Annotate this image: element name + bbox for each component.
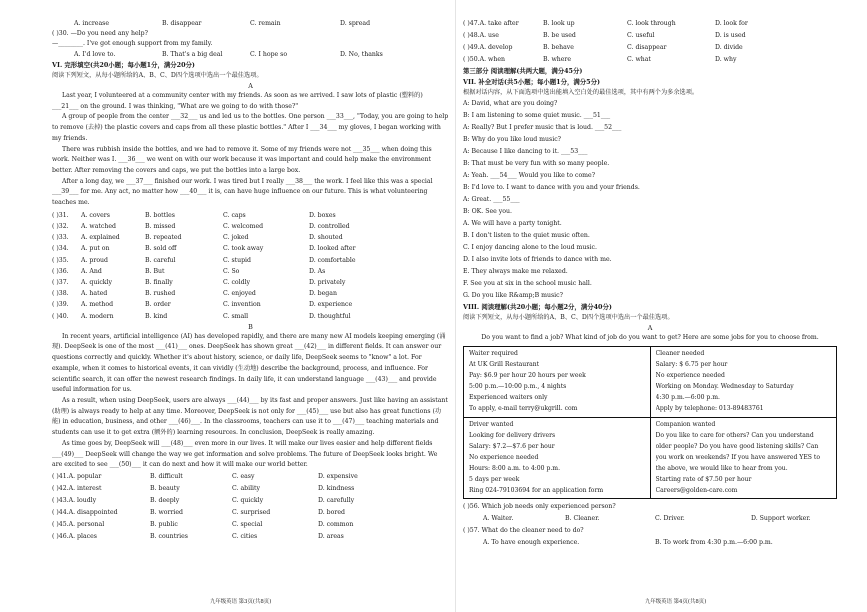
passage-paragraph: Last year, I volunteered at a community center with my friends. As soon as we arrived. I saw lots of plastic (塑料的) ___21___ on the ground. I was thinking, "What are we going to do with those?"	[52, 92, 423, 110]
q56-options: A. Waiter. B. Cleaner. C. Driver. D. Support worker.	[483, 515, 811, 523]
section-instruction: 阅读下列短文，从每小题所给的A、B、C、D四个选项中选出一个最佳选项。	[463, 314, 674, 321]
dialogue-options	[463, 218, 837, 302]
dialogue-option: G. Do you like R&amp;B music?	[463, 292, 563, 299]
option-row: ( )37. A. quickly B. finally C. coldly D. privately	[52, 278, 346, 286]
option-row: ( )46.A. places B. countries C. cities D. areas	[52, 532, 344, 540]
option: A. I'd love to.	[74, 51, 116, 58]
question-30: ( )30. —Do you need any help?	[52, 30, 148, 37]
question-30-line2: —________. I've got enough support from my family.	[52, 40, 213, 47]
option-row: ( )33. A. explained B. repeated C. joked D. shouted	[52, 234, 343, 242]
option-row: ( )40. A. modern B. kind C. small D. thoughtful	[52, 312, 351, 320]
dialogue-option: F. See you at six in the school music hall.	[463, 280, 592, 287]
option-row: ( )47.A. take after B. look up C. look through D. look for	[463, 20, 748, 27]
option: D. No, thanks	[340, 51, 383, 58]
question-57: ( )57. What do the cleaner need to do?	[463, 527, 584, 535]
dialogue-line: B: Why do you like loud music?	[463, 136, 561, 143]
dialogue-line: A: Yeah. ___54___ Would you like to come?	[463, 172, 596, 179]
option-row: ( )50.A. when B. where C. what D. why	[463, 56, 737, 63]
job-ads-table	[463, 346, 837, 499]
ad-intro: Do you want to find a job? What kind of job do you want to get? Here are some jobs for you to choose from.	[481, 334, 819, 341]
option-row: ( )34. A. put on B. sold off C. took away D. looked after	[52, 245, 356, 253]
question-56: ( )56. Which job needs only experienced person?	[463, 503, 616, 511]
passage-label: A	[248, 82, 253, 90]
dialogue-line: A: Great. ___55___	[463, 196, 520, 203]
passage-paragraph: A group of people from the center ___32___ us and led us to the bottles. One person ___33___, "Today, you are going to help to remove (去掉) the plastic covers and caps from all these plastic bottles." After I ___34___ my gloves, I began working with my friends.	[52, 113, 449, 142]
dialogue-line: B: OK. See you.	[463, 208, 512, 215]
dialogue-line: B: That must be very fun with so many people.	[463, 160, 610, 167]
section-instruction: 阅读下列短文，从每小题所给的A、B、C、D四个选项中选出一个最佳选项。	[52, 72, 263, 79]
option: B. disappear	[162, 20, 202, 27]
ad-driver: Driver wanted Looking for delivery drivers Salary: $7.2—$7.6 per hour No experience needed Hours: 8:00 a.m. to 4:00 p.m. 5 days per week Ring 024-79103694 for an application form	[464, 417, 651, 499]
option-row: ( )36. A. And B. But C. So D. As	[52, 267, 326, 275]
passage-paragraph: As time goes by, DeepSeek will ___(48)___ even more in our lives. It will make our lives easier and help different fields ___(49)___ DeepSeek will change the way we get information and solve problems. The future of DeepSeek looks bright. We are excited to see ___(50)___ it can do next and how it will make our world better.	[52, 439, 438, 469]
option-row: ( )41.A. popular B. difficult C. easy D. expensive	[52, 472, 358, 480]
page-footer: 九年级英语 第3页(共8页)	[210, 599, 272, 605]
passage-b-options	[52, 471, 449, 543]
option-row: ( )48.A. use B. be used C. useful D. is used	[463, 32, 746, 39]
option-row: ( )38. A. hated B. rushed C. enjoyed D. began	[52, 290, 337, 298]
dialogue-option: D. I also invite lots of friends to dance with me.	[463, 256, 612, 263]
page-footer: 九年级英语 第4页(共8页)	[645, 599, 707, 605]
top-options	[463, 18, 837, 66]
passage-paragraph: There was rubbish inside the bottles, and we had to remove it. Some of my friends were not ___35___ when doing this work. Neither was I. ___36___ we went on with our work because it was important and could help make the environment better. After removing the covers and caps, we put the bottles into a large box.	[52, 145, 432, 174]
dialogue-line: A: Really? But I prefer music that is loud. ___52___	[463, 124, 622, 131]
dialogue	[463, 98, 837, 218]
cloze-options	[52, 210, 449, 322]
option: C. remain	[250, 20, 281, 27]
option: A. increase	[74, 20, 109, 27]
ad-waiter: Waiter required At UK Grill Restaurant Pay: $6.9 per hour 20 hours per week 5:00 p.m.—10:00 p.m., 4 nights Experienced waiters only To apply, e-mail terry@ukgrill. com	[464, 347, 651, 418]
option-row: ( )42.A. interest B. beauty C. ability D. kindness	[52, 484, 355, 492]
dialogue-line: A: David, what are you doing?	[463, 100, 558, 107]
passage-paragraph: After a long day, we ___37___ finished our work. I was tired but I really ___38___ the work. I feel like this was a special ___39___ for me. Any act, no matter how ___40___ it is, can have huge influence on our future. This is what volunteering teaches me.	[52, 177, 433, 207]
option-row: ( )39. A. method B. order C. invention D. experience	[52, 301, 353, 309]
right-page	[455, 0, 867, 612]
q29-options	[52, 18, 449, 29]
option-row: ( )32. A. watched B. missed C. welcomed D. controlled	[52, 222, 350, 230]
option: C. I hope so	[250, 51, 288, 58]
ad-speaker: Companion wanted Do you like to care for others? Can you understand older people? Do you have good listening skills? Can you work on weekends? If you have answered YES to the above, we would like to hear from you. Starting rate of $7.50 per hour Careers@golden-care.com	[650, 417, 837, 499]
section-title: VIII. 阅读理解(共20小题；每小题2分，满分40分)	[463, 303, 612, 311]
passage-paragraph: As a result, when using DeepSeek, users are always ___(44)___ by its fast and proper answers. Just like having an assistant (助理) is always ready to help at any time. Moreover, DeepSeek is not only for ___(45)___ use but also has great functions (功能) in education, business, and other ___(46)___. In the classrooms, teachers can use it to ___(47)___ teaching materials and students can use it to get extra (额外的) learning resources. In conclusion, DeepSeek is really amazing.	[52, 396, 448, 437]
option-row: ( )35. A. proud B. careful C. stupid D. comfortable	[52, 256, 356, 264]
dialogue-option: B. I don't listen to the quiet music often.	[463, 232, 590, 239]
dialogue-line: B: I am listening to some quiet music. ___51___	[463, 112, 611, 119]
option: D. spread	[340, 20, 371, 27]
q30-options	[52, 49, 449, 60]
option-row: ( )31. A. covers B. bottles C. caps D. boxes	[52, 211, 336, 219]
q57-options: A. To have enough experience. B. To work from 4:30 p.m.—6:00 p.m.	[483, 539, 773, 547]
passage-label: B	[248, 322, 253, 331]
ad-cleaner: Cleaner needed Salary: $ 6.75 per hour No experience needed Working on Monday. Wednesday to Saturday 4:30 p.m.—6:00 p.m. Apply by telephone: 013-89483761	[650, 347, 837, 418]
dialogue-line: B: I'd love to. I want to dance with you and your friends.	[463, 184, 640, 191]
dialogue-option: E. They always make me relaxed.	[463, 268, 568, 275]
passage-label: A	[647, 324, 653, 332]
dialogue-line: A: Because I like dancing to it. ___53___	[463, 148, 588, 155]
option-row: ( )43.A. loudly B. deeply C. quickly D. carefully	[52, 496, 355, 504]
section-instruction: 根据对话内容，从下面选项中选出能填入空白处的最佳选项，其中有两个为多余选项。	[463, 89, 699, 96]
section-title: VII. 补全对话(共5小题；每小题1分，满分5分)	[463, 78, 601, 86]
passage-paragraph: In recent years, artificial intelligence (AI) has developed rapidly, and there are many new AI models keeping emerging (涌现). DeepSeek is one of the most ___(41)___ ones. DeepSeek has shown great ___(42)___ in different fields. It can answer our questions correctly and quickly. Whether it's about history, science, or daily life, DeepSeek seems to "know" a lot. For example, when it comes to historical events, it can vividly (生动地) describe the background, process, and influence. For scientific search, it can offer the newest research findings. In daily life, it can understand language ___(43)___ and provide useful information for us.	[52, 332, 446, 394]
option-row: ( )45.A. personal B. public C. special D. common	[52, 520, 354, 528]
option-row: ( )49.A. develop B. behave C. disappear D. divide	[463, 44, 743, 51]
option: B. That's a big deal	[162, 51, 223, 58]
section-title: VI. 完形填空(共20小题；每小题1分，满分20分)	[52, 61, 195, 69]
part-title: 第三部分 阅读理解(共两大题，满分45分)	[463, 67, 583, 75]
dialogue-option: C. I enjoy dancing alone to the loud music.	[463, 244, 597, 251]
dialogue-option: A. We will have a party tonight.	[463, 220, 562, 227]
option-row: ( )44.A. disappointed B. worried C. surprised D. bored	[52, 508, 345, 516]
